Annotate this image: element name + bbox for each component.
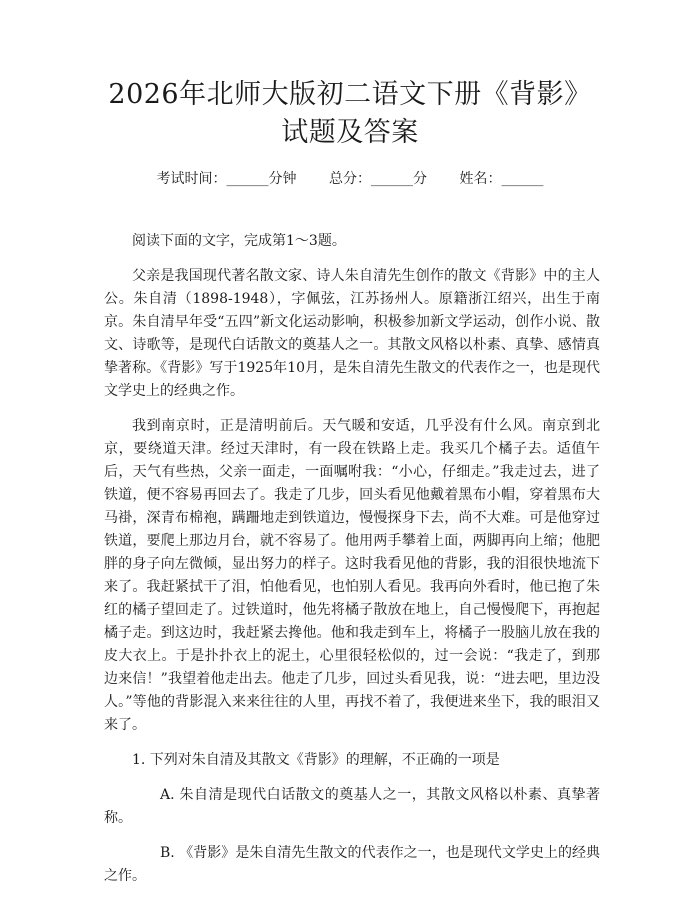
passage-paragraph-1: 父亲是我国现代著名散文家、诗人朱自清先生创作的散文《背影》中的主人公。朱自清（1898-1948），字佩弦，江苏扬州人。原籍浙江绍兴，出生于南京。朱自清早年受“五四”新文化运动影响，积极参加新文学运动，创作小说、散文、诗歌等，是现代白话散文的奠基人之一。其散文风格以朴素、真挚、感情真挚著称。《背影》写于1925年10月，是朱自清先生散文的代表作之一，也是现代文学史上的经典之作。 [104,268,600,399]
question-1-option-a: A. 朱自清是现代白话散文的奠基人之一，其散文风格以朴素、真挚著称。 [104,787,600,826]
exam-score-label: 总分：______分 [329,171,427,187]
document-body [104,230,600,900]
document-title: 2026年北师大版初二语文下册《背影》试题及答案 [108,79,592,148]
exam-meta [0,170,700,188]
exam-time-label: 考试时间：______分钟 [156,171,297,187]
passage-paragraph-2: 我到南京时，正是清明前后。天气暖和安适，几乎没有什么风。南京到北京，要绕道天津。经过天津时，有一段在铁路上走。我买几个橘子去。适值午后，天气有些热，父亲一面走，一面嘱咐我：“小心，仔细走。”我走过去，进了铁道，便不容易再回去了。我走了几步，回头看见他戴着黑布小帽，穿着黑布大马褂，深青布棉袍，蹒跚地走到铁道边，慢慢探身下去，尚不大难。可是他穿过铁道，要爬上那边月台，就不容易了。他用两手攀着上面，两脚再向上缩；他肥胖的身子向左微倾，显出努力的样子。这时我看见他的背影，我的泪很快地流下来了。我赶紧拭干了泪，怕他看见，也怕别人看见。我再向外看时，他已抱了朱红的橘子望回走了。过铁道时，他先将橘子散放在地上，自己慢慢爬下，再抱起橘子走。到这边时，我赶紧去搀他。他和我走到车上，将橘子一股脑儿放在我的皮大衣上。于是扑扑衣上的泥土，心里很轻松似的，过一会说：“我走了，到那边来信！”我望着他走出去。他走了几步，回过头看见我，说：“进去吧，里边没人。”等他的背影混入来来往往的人里，再找不着了，我便进来坐下，我的眼泪又来了。 [104,418,600,733]
question-1: 1. 下列对朱自清及其散文《背影》的理解，不正确的一项是 [132,752,500,768]
reading-instruction: 阅读下面的文字，完成第1～3题。 [132,233,346,249]
exam-name-label: 姓名：______ [459,171,544,187]
question-1-option-b: B. 《背影》是朱自清先生散文的代表作之一，也是现代文学史上的经典之作。 [104,845,600,884]
